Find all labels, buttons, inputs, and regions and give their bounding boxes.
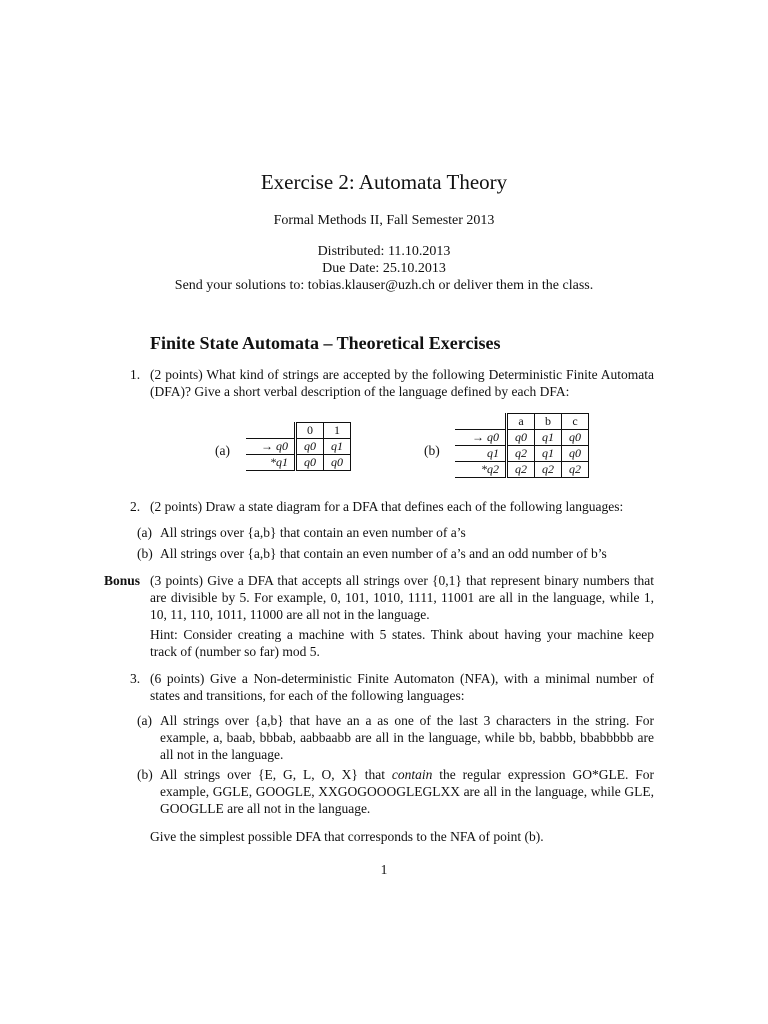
question-2a	[137, 524, 654, 541]
subitem-label: (b)	[137, 767, 153, 782]
dfa-b-label: (b)	[424, 443, 440, 458]
dfa-b-cell: q2	[562, 462, 589, 478]
dfa-a-cell: q1	[324, 439, 351, 455]
dfa-a-cell: q0	[324, 455, 351, 471]
dfa-a-table	[246, 422, 351, 471]
dfa-b-state: q1	[455, 446, 507, 462]
dfa-b-cell: q0	[562, 446, 589, 462]
dfa-b-cell: q2	[535, 462, 562, 478]
dfa-b-state: *q2	[455, 462, 507, 478]
course-name: Formal Methods II, Fall Semester 2013	[273, 213, 495, 228]
dfa-b-symbol: a	[507, 414, 535, 430]
submission-info: Send your solutions to: tobias.klauser@uzh.ch or deliver them in the class.	[174, 278, 594, 293]
dfa-a-cell: q0	[296, 439, 324, 455]
dfa-b-symbol: b	[535, 414, 562, 430]
subitem-text-start: All strings over {E, G, L, O, X} that	[160, 767, 392, 782]
question-text: (2 points) What kind of strings are accepted by the following Deterministic Finite Automata (DFA)? Give a short verbal description of the language defined by each DFA:	[150, 367, 654, 399]
question-3	[130, 670, 654, 704]
question-2	[130, 498, 654, 515]
dfa-a-label: (a)	[215, 443, 230, 458]
subitem-text	[160, 767, 654, 816]
dfa-b-cell: q1	[535, 430, 562, 446]
dfa-a-state: *q1	[246, 455, 296, 471]
dfa-a-symbol: 0	[296, 423, 324, 439]
section-heading: Finite State Automata – Theoretical Exercises	[150, 333, 501, 353]
dfa-a-cell: q0	[296, 455, 324, 471]
bonus-hint: Hint: Consider creating a machine with 5 states. Think about having your machine keep track of (number so far) mod 5.	[150, 627, 654, 659]
question-text: (3 points) Give a DFA that accepts all strings over {0,1} that represent binary numbers that are divisible by 5. For example, 0, 101, 1010, 1111, 11001 are all in the language, while 1, 10, 11, 110, 1011, 11000 are all not in the language.	[150, 573, 654, 622]
question-3-closing: Give the simplest possible DFA that corresponds to the NFA of point (b).	[150, 829, 544, 844]
dates-block	[0, 243, 768, 294]
question-2b	[137, 545, 654, 562]
page-number: 1	[380, 862, 388, 877]
dfa-b-table	[455, 413, 589, 478]
subitem-text: All strings over {a,b} that contain an even number of a’s and an odd number of b’s	[160, 546, 607, 561]
subitem-text: All strings over {a,b} that have an a as one of the last 3 characters in the string. For example, a, baab, bbbab, aabbaabb are all in the language, while bb, babbb, bbabbbbb are all not in the language.	[160, 713, 654, 762]
subitem-text: All strings over {a,b} that contain an even number of a’s	[160, 525, 466, 540]
bonus-question	[104, 572, 654, 623]
bonus-label: Bonus	[104, 573, 141, 588]
subitem-text-end: the regular expression GO*GLE. For example, GGLE, GOOGLE, XXGOGOOOGLEGLXX are all in the language, while GLE, GOOGLLE are all not in the language.	[160, 767, 654, 816]
due-date: Due Date: 25.10.2013	[322, 261, 446, 276]
dfa-a-symbol: 1	[324, 423, 351, 439]
distributed-date: Distributed: 11.10.2013	[317, 244, 451, 259]
question-text: (6 points) Give a Non-deterministic Finite Automaton (NFA), with a minimal number of states and transitions, for each of the following languages:	[150, 671, 654, 703]
question-3a	[137, 712, 654, 763]
dfa-a-state: → q0	[246, 439, 296, 455]
dfa-b-state: → q0	[455, 430, 507, 446]
emphasis-word: contain	[391, 767, 433, 782]
question-number: 3.	[130, 671, 141, 686]
subitem-label: (a)	[137, 525, 152, 540]
question-1	[130, 366, 654, 400]
subitem-label: (a)	[137, 713, 152, 728]
dfa-b-cell: q0	[507, 430, 535, 446]
document-title: Exercise 2: Automata Theory	[260, 170, 508, 194]
dfa-b-cell: q1	[535, 446, 562, 462]
question-3b	[137, 766, 654, 817]
question-number: 2.	[130, 499, 141, 514]
question-text: (2 points) Draw a state diagram for a DFA that defines each of the following languages:	[150, 499, 624, 514]
dfa-b-symbol: c	[562, 414, 589, 430]
dfa-b-cell: q0	[562, 430, 589, 446]
dfa-b-cell: q2	[507, 446, 535, 462]
dfa-b-cell: q2	[507, 462, 535, 478]
question-number: 1.	[130, 367, 141, 382]
subitem-label: (b)	[137, 546, 153, 561]
